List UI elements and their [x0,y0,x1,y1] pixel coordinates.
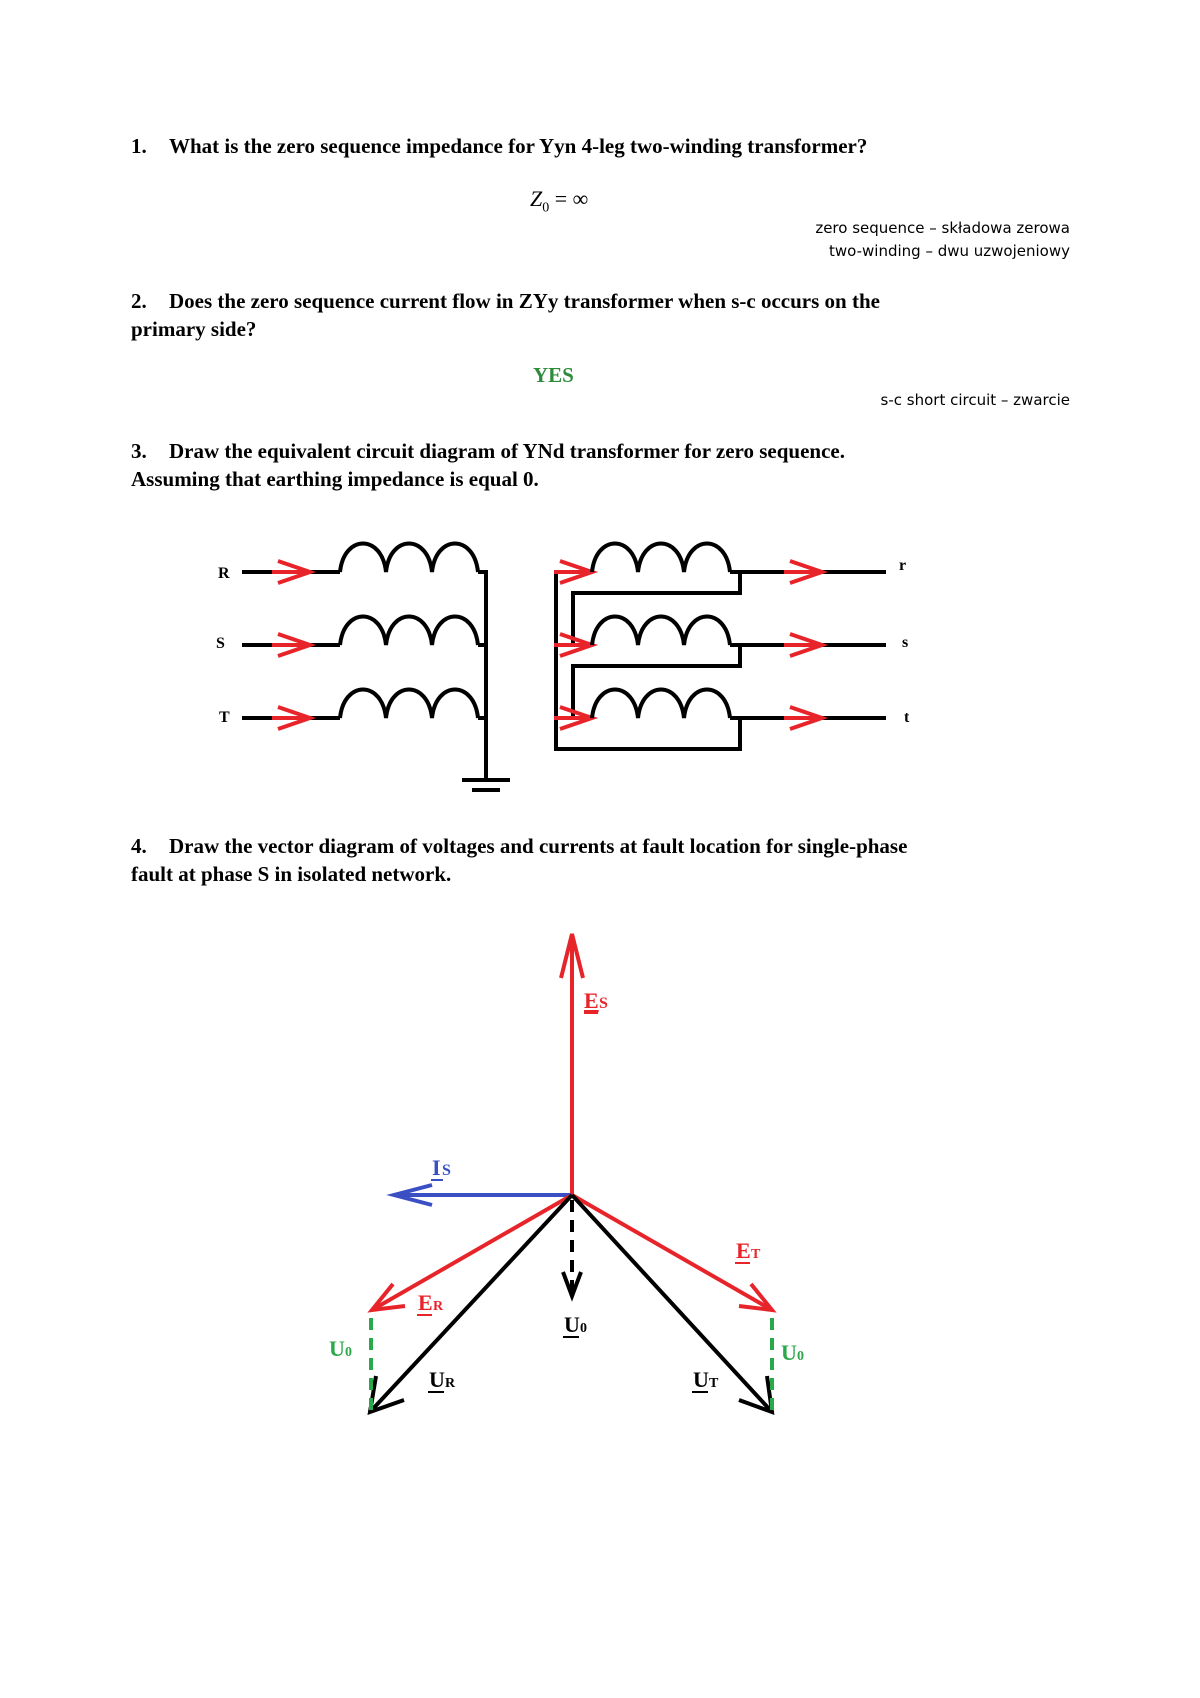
label-t: t [904,709,910,726]
primary-winding-s [242,617,486,657]
svg-text:E: E [736,1238,751,1263]
label-U0-right [781,1340,804,1365]
label-Er [417,1290,444,1315]
formula-subscript: 0 [542,200,550,216]
vector-Er [372,1195,572,1310]
question-4-number: 4. [131,834,147,858]
svg-text:0: 0 [580,1321,587,1336]
label-Ut [692,1367,719,1392]
formula-symbol: Z [530,186,543,211]
glossary-two-winding: two-winding – dwu uzwojeniowy [829,242,1070,260]
label-S: S [216,635,225,652]
question-1-number: 1. [131,134,147,158]
svg-text:I: I [432,1155,441,1180]
svg-text:U: U [693,1367,709,1392]
question-2-text-line1: Does the zero sequence current flow in ZYy transformer when s-c occurs on the [169,289,880,313]
formula-rhs: = ∞ [554,186,589,211]
question-4 [131,832,1081,888]
arrowhead-Et [739,1284,772,1310]
svg-text:E: E [584,988,599,1013]
glossary-zero-sequence: zero sequence – składowa zerowa [815,219,1070,237]
question-2-text-line2: primary side? [131,317,257,341]
label-Et [735,1238,761,1263]
question-4-text-line1: Draw the vector diagram of voltages and currents at fault location for single-phase [169,834,908,858]
svg-text:S: S [599,995,608,1012]
label-r: r [899,557,907,574]
svg-text:R: R [445,1376,456,1391]
svg-text:U: U [781,1340,797,1365]
question-4-text-line2: fault at phase S in isolated network. [131,862,452,886]
svg-text:R: R [433,1299,444,1314]
svg-text:U: U [564,1312,580,1337]
question-1-text: What is the zero sequence impedance for Yyn 4-leg two-winding transformer? [169,134,868,158]
vector-diagram [329,934,804,1412]
arrowhead-Er [372,1284,405,1310]
label-Is [431,1155,451,1180]
secondary-winding-t [554,690,886,730]
primary-winding-r [242,544,486,584]
svg-text:T: T [709,1376,719,1391]
svg-text:E: E [418,1290,433,1315]
ground-symbol [462,780,510,790]
q2-glossary: s-c short circuit – zwarcie [880,391,1070,409]
question-2-number: 2. [131,289,147,313]
svg-text:T: T [751,1247,761,1262]
vector-Ut [572,1195,772,1412]
svg-text:U: U [429,1367,445,1392]
question-3-text-line1: Draw the equivalent circuit diagram of YNd transformer for zero sequence. [169,439,845,463]
label-U0-center [563,1312,587,1337]
label-Es [584,988,608,1013]
question-3-text-line2: Assuming that earthing impedance is equal 0. [131,467,539,491]
label-U0-left [329,1336,352,1361]
svg-text:U: U [329,1336,345,1361]
secondary-winding-s [554,617,886,657]
svg-text:0: 0 [345,1345,352,1360]
label-T: T [219,709,230,726]
label-s: s [902,634,909,651]
primary-winding-t [242,690,486,730]
label-R: R [218,565,230,582]
q2-answer: YES [533,363,574,387]
vector-Ur [370,1195,572,1412]
svg-text:0: 0 [797,1349,804,1364]
secondary-winding-r [554,544,886,584]
label-Ur [428,1367,456,1392]
question-3-number: 3. [131,439,147,463]
svg-text:S: S [442,1162,451,1179]
